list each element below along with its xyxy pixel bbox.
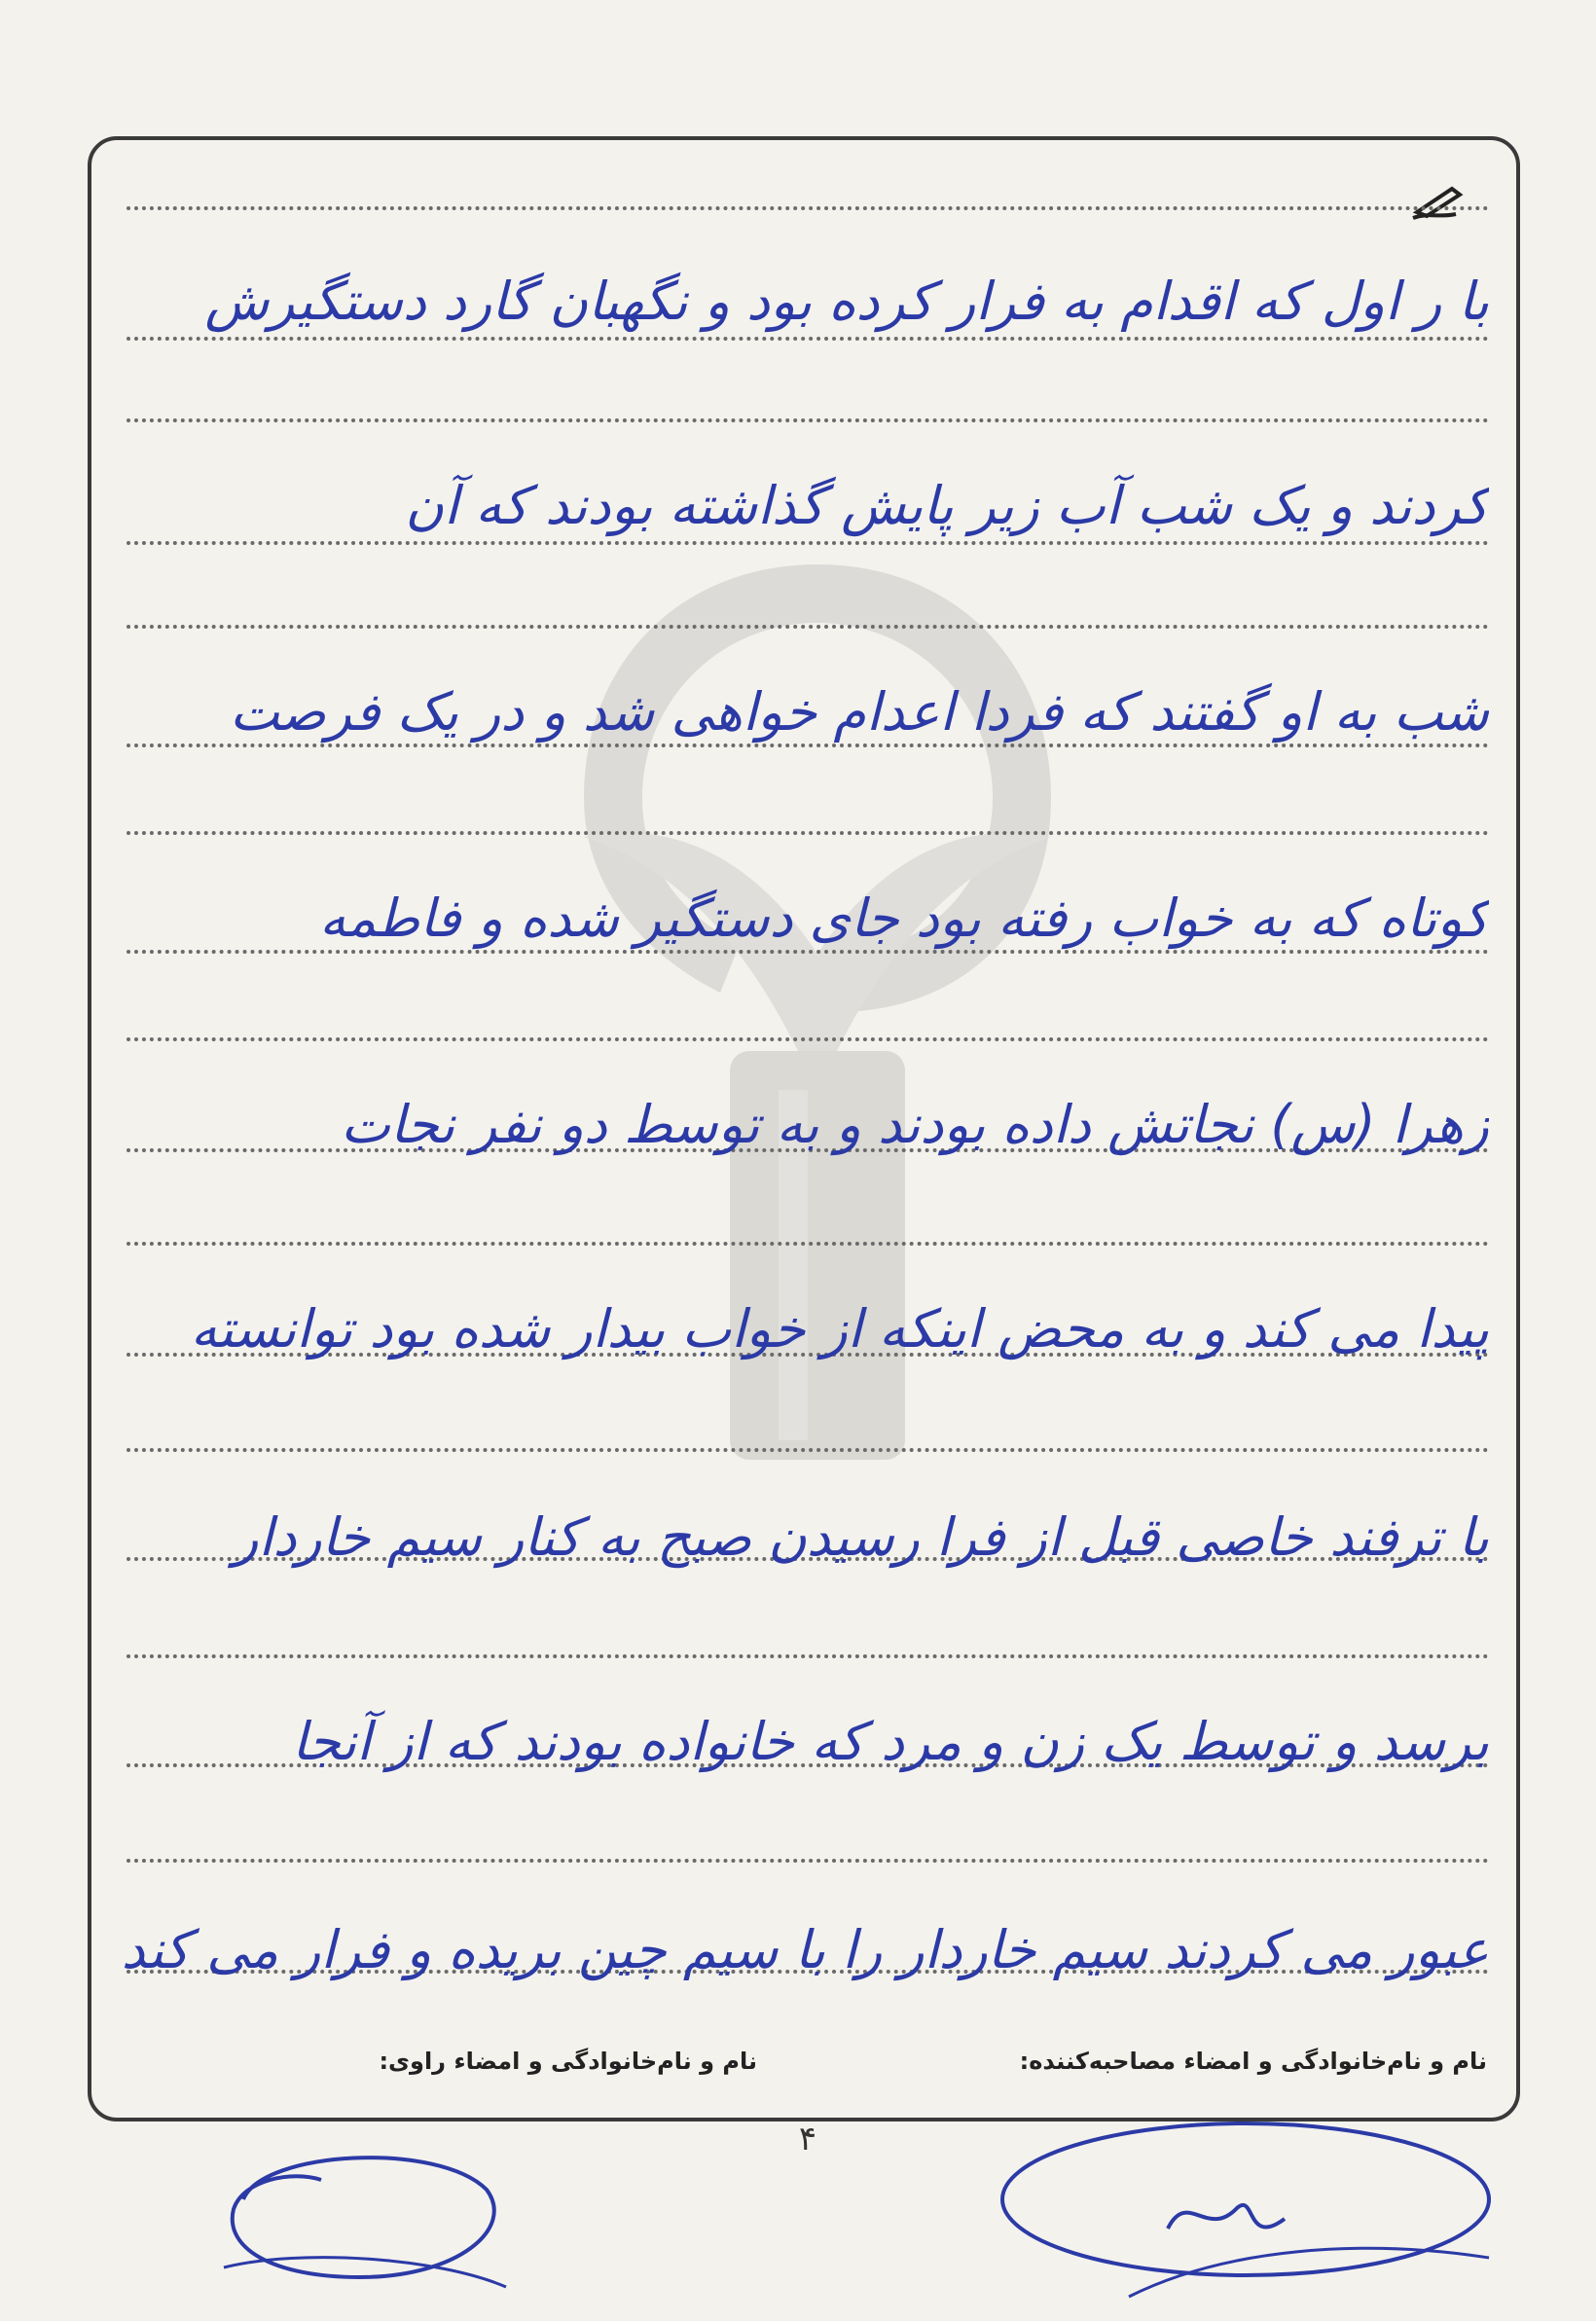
narrator-signature — [204, 2131, 516, 2297]
ruling-line — [127, 1242, 1489, 1246]
pen-writing-icon — [1409, 183, 1471, 222]
handwritten-line: کوتاه که به خواب رفته بود جای دستگیر شده و فاطمه — [319, 888, 1489, 949]
ruling-line — [127, 1037, 1489, 1041]
interviewer-signature-label: نام و نام‌خانوادگی و امضاء مصاحبه‌کننده: — [1019, 2048, 1487, 2075]
handwritten-line: زهرا (س) نجاتش داده بودند و به توسط دو نفر نجات — [341, 1094, 1489, 1155]
handwritten-line: شب به او گفتند که فردا اعدام خواهی شد و در یک فرصت — [230, 681, 1489, 743]
handwritten-line: با ترفند خاصی قبل از فرا رسیدن صبح به کنار سیم خاردار — [233, 1506, 1489, 1568]
narrator-signature-label: نام و نام‌خانوادگی و امضاء راوی: — [379, 2048, 757, 2075]
handwritten-line: عبور می کردند سیم خاردار را با سیم چین بریده و فرار می کند — [121, 1919, 1489, 1980]
ruling-line — [127, 206, 1489, 210]
handwritten-line: پیدا می کند و به محض اینکه از خواب بیدار شده بود توانسته — [190, 1298, 1489, 1360]
ruling-line — [127, 418, 1489, 422]
ruling-line — [127, 625, 1489, 629]
ruling-line — [127, 1654, 1489, 1658]
ruling-line — [127, 1448, 1489, 1452]
handwritten-line: برسد و توسط یک زن و مرد که خانواده بودند که از آنجا — [291, 1711, 1489, 1772]
page-number: ۴ — [798, 2120, 817, 2158]
ruling-line — [127, 831, 1489, 835]
handwritten-line: با ر اول که اقدام به فرار کرده بود و نگهبان گارد دستگیرش — [204, 271, 1489, 332]
ruling-line — [127, 1859, 1489, 1863]
handwritten-line: کردند و یک شب آب زیر پایش گذاشته بودند که آن — [405, 475, 1489, 536]
interviewer-signature — [993, 2102, 1499, 2306]
